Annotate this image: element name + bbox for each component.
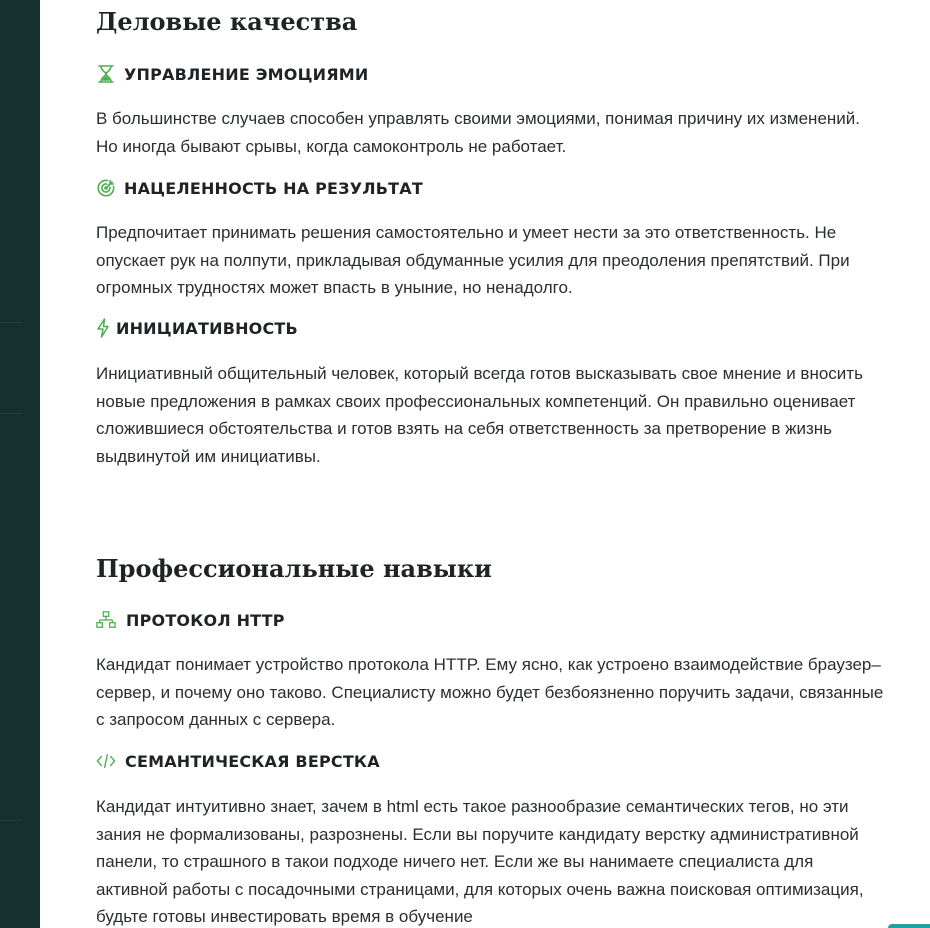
section-title-professional-skills: Профессиональные навыки [96,554,492,583]
sidebar-divider [0,820,22,821]
skill-title: НАЦЕЛЕННОСТЬ НА РЕЗУЛЬТАТ [124,178,423,198]
network-icon [96,610,118,630]
skill-header-http [96,608,285,632]
skill-header-emotions [96,62,368,86]
skill-description: В большинстве случаев способен управлять своими эмоциями, понимая причину их изменений. Но иногда бывают срывы, когда самоконтроль не работает. [96,109,861,156]
skill-header-initiative [96,316,298,340]
sidebar-divider [0,413,22,414]
sidebar-divider [0,322,22,323]
left-sidebar [0,0,40,928]
skill-description: Кандидат интуитивно знает, зачем в html есть такое разнообразие семантических тегов, но эти зания не формализованы, разрознены. Если вы поручите кандидату верстку административной панели, то страшного в такои подходе ничего нет. Если же вы нанимаете специалиста для активной работы с посадочными страницами, для которых очень важна поисковая оптимизация, будьте готовы инвестировать время в обучение [96,797,864,926]
skill-title: ИНИЦИАТИВНОСТЬ [116,318,298,338]
corner-widget-edge[interactable] [888,924,930,928]
skill-title: УПРАВЛЕНИЕ ЭМОЦИЯМИ [124,64,369,84]
section-title-business-qualities: Деловые качества [96,7,358,36]
skill-description: Инициативный общительный человек, который всегда готов высказывать свое мнение и вносить новые предложения в рамках своих профессиональных компетенций. Он правильно оценивает сложившиеся обстоятельства и готов взять на себя ответственность за претворение в жизнь выдвинутой им инициативы. [96,364,863,466]
code-icon [96,751,118,771]
skill-header-result-orientation [96,176,423,200]
hourglass-icon [96,64,116,84]
skill-title: ПРОТОКОЛ HTTP [126,610,285,630]
skill-description: Предпочитает принимать решения самостоятельно и умеет нести за это ответственность. Не опускает рук на полпути, прикладывая обдуманные усилия для преодоления препятствий. При огромных трудностях может впасть в уныние, но ненадолго. [96,223,850,297]
target-icon [96,178,116,198]
skill-header-semantic-markup [96,749,380,773]
lightning-icon [96,318,110,338]
skill-description: Кандидат понимает устройство протокола HTTP. Ему ясно, как устроено взаимодействие браузер–сервер, и почему оно таково. Специалисту можно будет безбоязненно поручить задачи, связанные с запросом данных с сервера. [96,655,884,729]
skill-title: СЕМАНТИЧЕСКАЯ ВЕРСТКА [125,751,380,771]
